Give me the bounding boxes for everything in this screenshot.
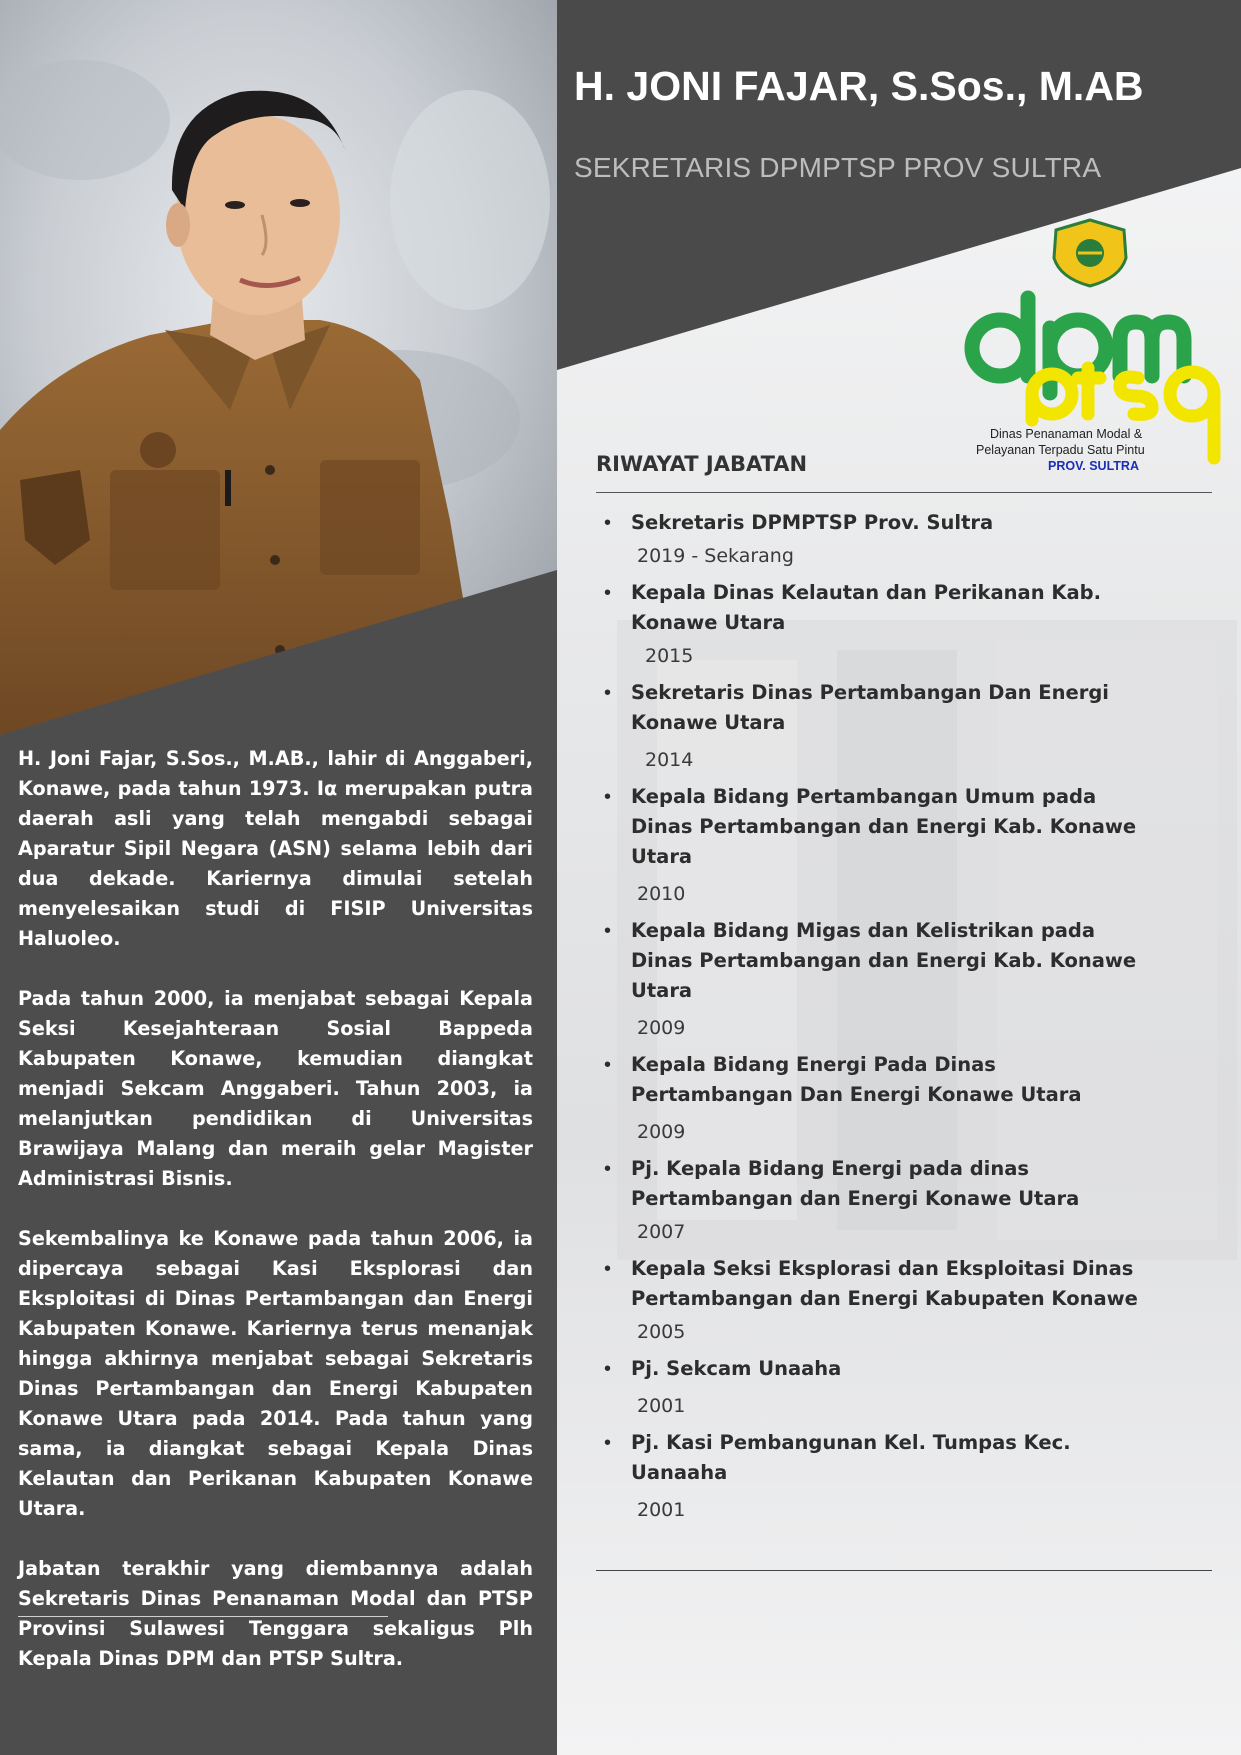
career-role: • Pj. Kasi Pembangunan Kel. Tumpas Kec. Uanaaha: [631, 1431, 1071, 1484]
provincial-emblem-icon: [1054, 220, 1126, 286]
career-heading: RIWAYAT JABATAN: [596, 452, 808, 476]
career-year: 2010: [637, 883, 686, 905]
list-item: [596, 1254, 1156, 1344]
list-item: [596, 1050, 1156, 1144]
career-bottom-rule: [596, 1570, 1212, 1571]
career-role: • Pj. Kepala Bidang Energi pada dinas Pertambangan dan Energi Konawe Utara: [631, 1157, 1080, 1210]
career-year: 2014: [645, 749, 694, 771]
career-year: 2001: [637, 1395, 686, 1417]
list-item: [596, 782, 1156, 906]
list-item: [596, 508, 1156, 568]
career-year: 2005: [637, 1321, 686, 1343]
list-item: [596, 1154, 1156, 1244]
bio-divider: [18, 1616, 388, 1617]
bio-paragraph: Sekembalinya ke Konawe pada tahun 2006, ia dipercaya sebagai Kasi Eksplorasi dan Eksploitasi di Dinas Pertambangan dan Energi Kabupaten Konawe. Kariernya terus menanjak hingga akhirnya menjabat sebagai Sekretaris Dinas Pertambangan dan Energi Kabupaten Konawe Utara pada 2014. Pada tahun yang sama, ia diangkat sebagai Kepala Dinas Kelautan dan Perikanan Kabupaten Konawe Utara.: [18, 1227, 533, 1520]
career-year: 2007: [637, 1221, 686, 1243]
career-list: [596, 508, 1156, 1532]
person-portrait-icon: [0, 0, 557, 735]
career-role: • Sekretaris DPMPTSP Prov. Sultra: [631, 511, 994, 534]
career-heading-rule: [596, 492, 1212, 493]
career-year: 2019 - Sekarang: [637, 545, 794, 567]
list-item: [596, 578, 1156, 668]
career-year: 2015: [645, 645, 694, 667]
career-role: • Kepala Bidang Energi Pada Dinas Pertambangan Dan Energi Konawe Utara: [631, 1053, 1082, 1106]
list-item: [596, 1428, 1156, 1522]
career-role: • Kepala Bidang Migas dan Kelistrikan pada Dinas Pertambangan dan Energi Kab. Konawe Utara: [631, 919, 1137, 1002]
career-year: 2009: [637, 1121, 686, 1143]
profile-name: H. JONI FAJAR, S.Sos., M.AB: [574, 63, 1144, 109]
list-item: [596, 678, 1156, 772]
career-role: • Pj. Sekcam Unaaha: [631, 1357, 842, 1380]
career-year: 2009: [637, 1017, 686, 1039]
bio-paragraph: Pada tahun 2000, ia menjabat sebagai Kepala Seksi Kesejahteraan Sosial Bappeda Kabupaten Konawe, kemudian diangkat menjadi Sekcam Anggaberi. Tahun 2003, ia melanjutkan pendidikan di Universitas Brawijaya Malang dan meraih gelar Magister Administrasi Bisnis.: [18, 987, 533, 1190]
dpmptsp-logo-graphic: [960, 218, 1222, 478]
bio-paragraph: H. Joni Fajar, S.Sos., M.AB., lahir di Anggaberi, Konawe, pada tahun 1973. Iα merupakan putra daerah asli yang telah mengabdi sebagai Aparatur Sipil Negara (ASN) selama lebih dari dua dekade. Kariernya dimulai setelah menyelesaikan studi di FISIP Universitas Haluoleo.: [18, 747, 533, 950]
biography: [18, 744, 533, 1704]
left-panel: [0, 0, 557, 1755]
career-role: • Kepala Bidang Pertambangan Umum pada Dinas Pertambangan dan Energi Kab. Konawe Utara: [631, 785, 1137, 868]
dpmptsp-logo: [960, 218, 1222, 478]
career-role: • Sekretaris Dinas Pertambangan Dan Energi Konawe Utara: [631, 681, 1109, 734]
logo-line1: Dinas Penanaman Modal &: [990, 427, 1143, 441]
list-item: [596, 1354, 1156, 1418]
list-item: [596, 916, 1156, 1040]
career-role: • Kepala Seksi Eksplorasi dan Eksploitasi Dinas Pertambangan dan Energi Kabupaten Konawe: [631, 1257, 1138, 1310]
profile-position: SEKRETARIS DPMPTSP PROV SULTRA: [574, 152, 1102, 183]
bio-paragraph: Jabatan terakhir yang diembannya adalah Sekretaris Dinas Penanaman Modal dan PTSP Provinsi Sulawesi Tenggara sekaligus Plh Kepala Dinas DPM dan PTSP Sultra.: [18, 1557, 533, 1670]
logo-line3: PROV. SULTRA: [1048, 459, 1139, 473]
career-year: 2001: [637, 1499, 686, 1521]
portrait-photo: [0, 0, 557, 735]
logo-line2: Pelayanan Terpadu Satu Pintu: [976, 443, 1145, 457]
career-role: • Kepala Dinas Kelautan dan Perikanan Kab. Konawe Utara: [631, 581, 1101, 634]
